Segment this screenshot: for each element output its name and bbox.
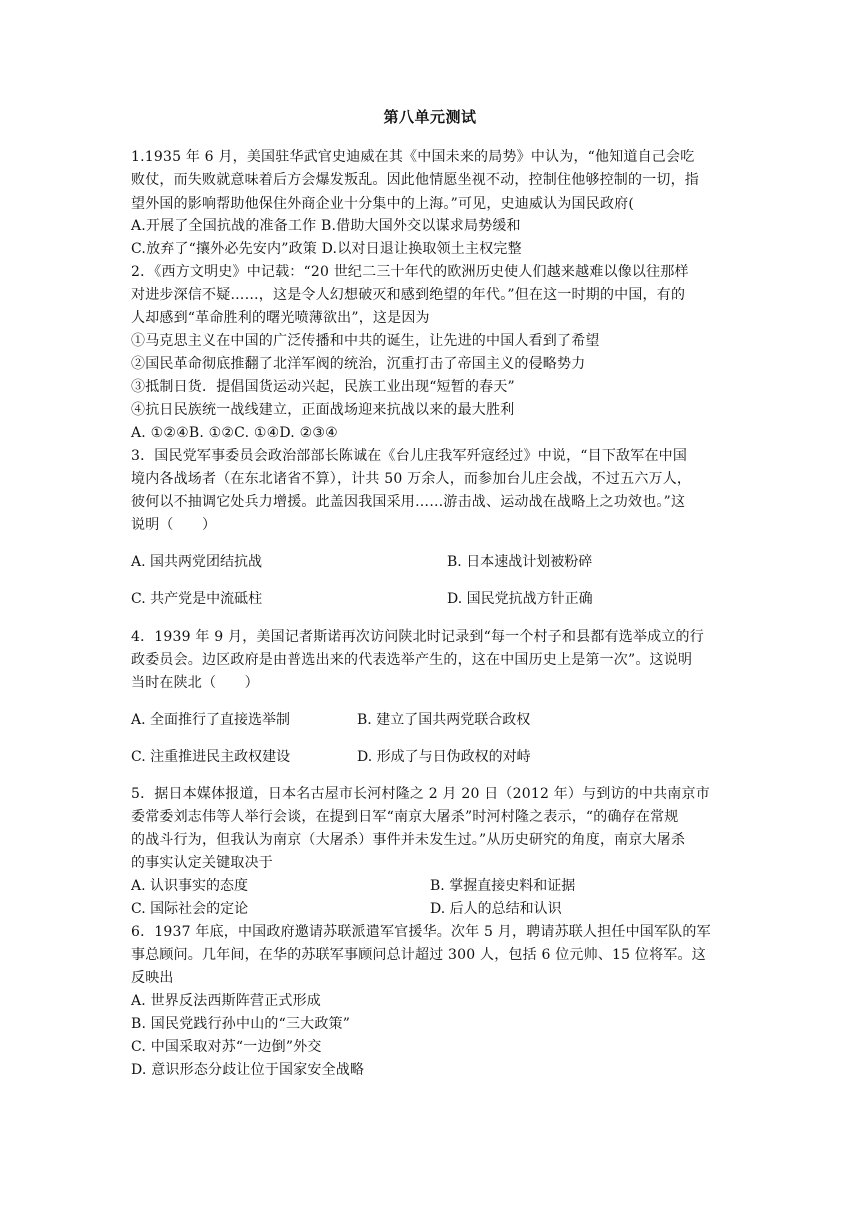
q4-option-a: A. 全面推行了直接选举制 (131, 712, 291, 728)
q2-statement-3: ③抵制日货．提倡国货运动兴起，民族工业出现“短暂的春天” (131, 379, 515, 395)
q3-option-c: C. 共产党是中流砥柱 (131, 591, 263, 607)
q3-option-b: B. 日本速战计划被粉碎 (447, 554, 593, 570)
q2-stem-line-2: 对进步深信不疑……，这是令人幻想破灭和感到绝望的年代。”但在这一时期的中国，有的 (131, 287, 686, 303)
q6-stem-line-2: 事总顾问。几年间，在华的苏联军事顾问总计超过 300 人，包括 6 位元帅、15 位将军。这 (131, 947, 706, 963)
q1-stem-line-2: 败仗，而失败就意味着后方会爆发叛乱。因此他情愿坐视不动，控制住他够控制的一切，指 (131, 172, 699, 188)
q3-stem-line-2: 境内各战场者（在东北诸省不算），计共 50 万余人，而参加台儿庄会战，不过五六万人， (131, 471, 692, 487)
q1-options-ab: A.开展了全国抗战的准备工作 B.借助大国外交以谋求局势缓和 (131, 218, 521, 234)
q5-option-c: C. 国际社会的定论 (131, 901, 249, 917)
q2-stem-line-3: 人却感到“革命胜利的曙光喷薄欲出”，这是因为 (131, 310, 430, 326)
q5-option-d: D. 后人的总结和认识 (430, 901, 562, 917)
q6-stem-line-3: 反映出 (131, 970, 174, 986)
q4-option-c: C. 注重推进民主政权建设 (131, 749, 291, 765)
q4-stem-line-3: 当时在陕北（ ） (131, 675, 259, 691)
q2-statement-2: ②国民革命彻底推翻了北洋军阀的统治，沉重打击了帝国主义的侵略势力 (131, 356, 586, 372)
q6-option-d: D. 意识形态分歧让位于国家安全战略 (131, 1062, 365, 1078)
q3-stem-line-3: 彼何以不抽调它处兵力增援。此盖因我国采用……游击战、运动战在战略上之功效也。”这 (131, 494, 686, 510)
q3-stem-line-1: 3．国民党军事委员会政治部部长陈诚在《台儿庄我军歼寇经过》中说，“目下敌军在中国 (131, 448, 688, 464)
q2-statement-1: ①马克思主义在中国的广泛传播和中共的诞生，让先进的中国人看到了希望 (131, 333, 600, 349)
q6-option-c: C. 中国采取对苏“一边倒”外交 (131, 1039, 322, 1055)
q1-options-cd: C.放弃了“攘外必先安内”政策 D.以对日退让换取领土主权完整 (131, 241, 522, 257)
q1-stem-line-3: 望外国的影响帮助他保住外商企业十分集中的上海。”可见，史迪威认为国民政府( (131, 196, 635, 212)
q5-stem-line-2: 委常委刘志伟等人举行会谈，在提到日军“南京大屠杀”时河村隆之表示，“的确存在常规 (131, 809, 679, 825)
q5-stem-line-1: 5．据日本媒体报道，日本名古屋市长河村隆之 2 月 20 日（2012 年）与到访的中共南京市 (131, 786, 710, 802)
page-title: 第八单元测试 (383, 108, 477, 126)
q2-options: A. ①②④B. ①②C. ①④D. ②③④ (131, 425, 338, 441)
q2-statement-4: ④抗日民族统一战线建立，正面战场迎来抗战以来的最大胜利 (131, 402, 515, 418)
q5-stem-line-4: 的事实认定关键取决于 (131, 855, 273, 871)
q3-stem-line-4: 说明（ ） (131, 517, 217, 533)
q6-option-a: A. 世界反法西斯阵营正式形成 (131, 993, 322, 1009)
q3-option-a: A. 国共两党团结抗战 (131, 554, 263, 570)
q4-option-d: D. 形成了与日伪政权的对峙 (357, 749, 531, 765)
q5-stem-line-3: 的战斗行为，但我认为南京（大屠杀）事件并未发生过。”从历史研究的角度，南京大屠杀 (131, 832, 686, 848)
q6-stem-line-1: 6．1937 年底，中国政府邀请苏联派遣军官援华。次年 5 月，聘请苏联人担任中国军队的军 (131, 924, 711, 940)
q5-option-a: A. 认识事实的态度 (131, 878, 249, 894)
q4-option-b: B. 建立了国共两党联合政权 (357, 712, 531, 728)
q2-stem-line-1: 2．《西方文明史》中记载：“20 世纪二三十年代的欧洲历史使人们越来越难以像以往那样 (131, 264, 689, 280)
q4-stem-line-1: 4．1939 年 9 月，美国记者斯诺再次访问陕北时记录到“每一个村子和县都有选举成立的行 (131, 629, 704, 645)
q3-option-d: D. 国民党抗战方针正确 (447, 591, 593, 607)
q5-option-b: B. 掌握直接史料和证据 (430, 878, 576, 894)
q6-option-b: B. 国民党践行孙中山的“三大政策” (131, 1016, 351, 1032)
q4-stem-line-2: 政委员会。边区政府是由普选出来的代表选举产生的，这在中国历史上是第一次”。这说明 (131, 652, 693, 668)
q1-stem-line-1: 1.1935 年 6 月，美国驻华武官史迪威在其《中国未来的局势》中认为，“他知道自己会吃 (131, 149, 695, 165)
